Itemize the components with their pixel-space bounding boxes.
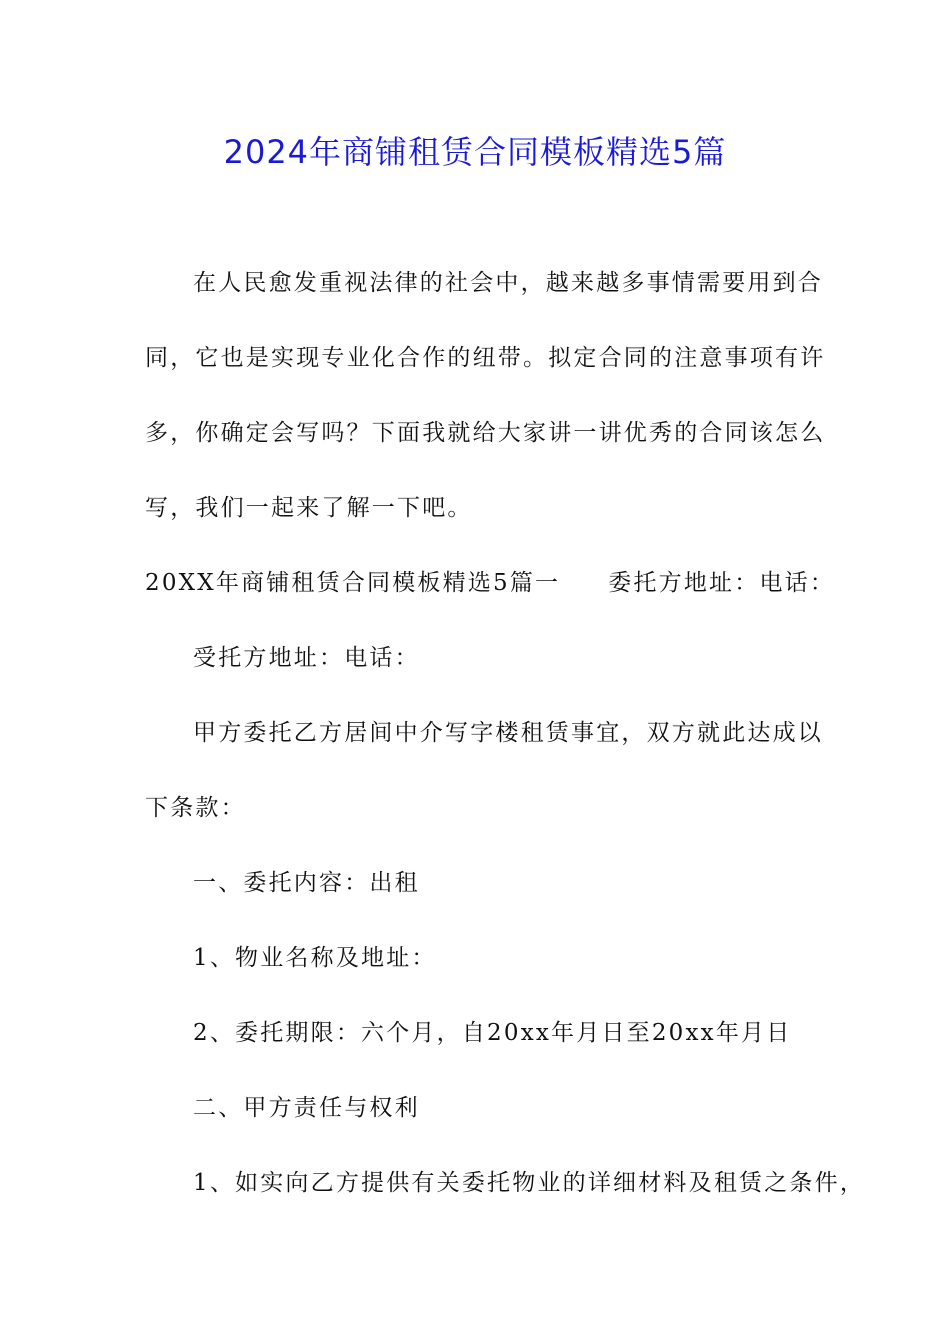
document-title: 2024年商铺租赁合同模板精选5篇: [223, 133, 727, 171]
intro-line-4: 写，我们一起来了解一下吧。: [145, 495, 473, 521]
body-line-4: 一、委托内容：出租: [193, 870, 420, 896]
body-line-8: 1、如实向乙方提供有关委托物业的详细材料及租赁之条件，: [193, 1170, 866, 1196]
section-heading-tail: 委托方地址：电话：: [608, 570, 836, 596]
body-line-3: 下条款：: [145, 795, 246, 821]
body-line-5: 1、物业名称及地址：: [193, 945, 437, 971]
body-line-6: 2、委托期限：六个月，自20xx年月日至20xx年月日: [193, 1020, 792, 1046]
body-line-2: 甲方委托乙方居间中介写字楼租赁事宜，双方就此达成以: [193, 720, 823, 746]
intro-line-2: 同，它也是实现专业化合作的纽带。拟定合同的注意事项有许: [145, 345, 826, 371]
section-heading-line: [145, 566, 836, 600]
section-heading: 20XX年商铺租赁合同模板精选5篇一: [145, 570, 561, 596]
body-line-1: 受托方地址：电话：: [193, 645, 420, 671]
intro-line-1: 在人民愈发重视法律的社会中，越来越多事情需要用到合: [193, 270, 823, 296]
body-line-7: 二、甲方责任与权利: [193, 1095, 420, 1121]
intro-line-3: 多，你确定会写吗？下面我就给大家讲一讲优秀的合同该怎么: [145, 420, 826, 446]
